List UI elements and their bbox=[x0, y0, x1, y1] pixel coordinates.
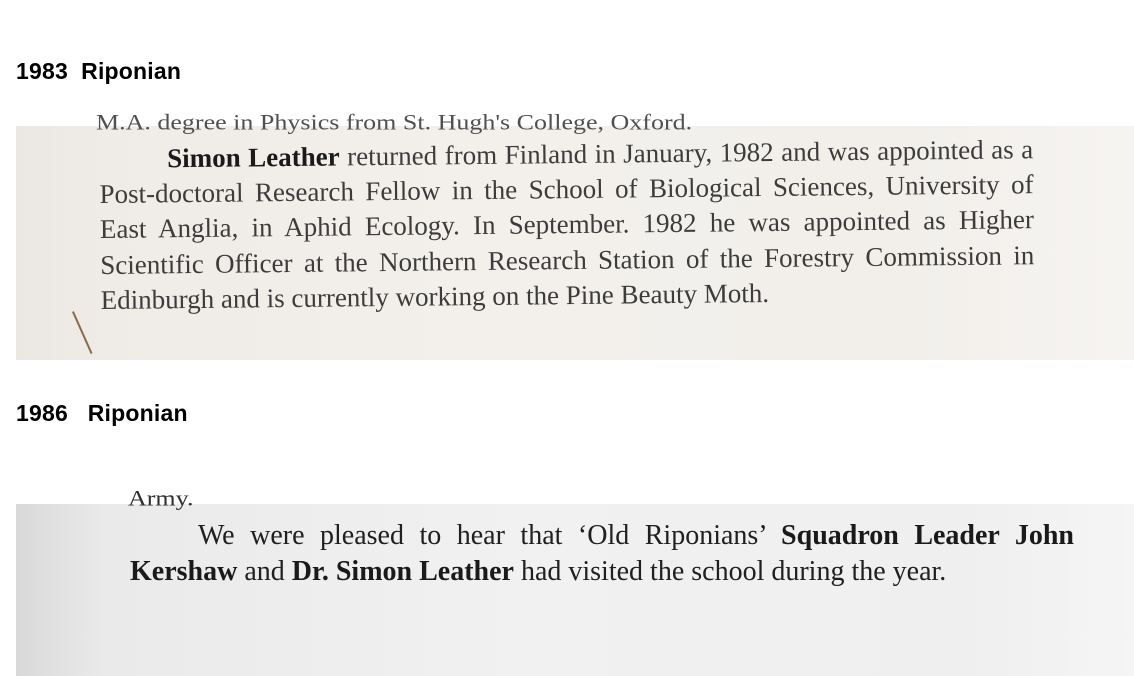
heading-1983-riponian: 1983 Riponian bbox=[16, 58, 182, 84]
heading-1986-riponian: 1986 Riponian bbox=[16, 400, 188, 426]
clipping-1986-cut-top-line: Army. bbox=[128, 486, 194, 511]
clipping-1983-body-text: returned from Finland in January, 1982 and was appointed as a Post-doctoral Research Fellow in the School of Biological Sciences, University of East Anglia, in Aphid Ecology. In September. 1982 he was appointed as Higher Scientific Officer at the Northern Research Station of the Forestry Commission in Edinburgh and is currently working on the Pine Beauty Moth. bbox=[99, 134, 1035, 315]
clipping-1983 bbox=[16, 110, 1134, 360]
margin-pen-mark bbox=[72, 311, 93, 354]
clipping-1986-name-kershaw: Squadron Leader John Kershaw bbox=[130, 520, 1074, 587]
clipping-1986-text-start: We were pleased to hear that ‘Old Riponians’ bbox=[198, 520, 782, 551]
clipping-1986 bbox=[16, 486, 1134, 676]
clipping-1983-paragraph bbox=[99, 132, 1035, 318]
clipping-1983-subject-name: Simon Leather bbox=[167, 141, 340, 174]
clipping-1986-text-end: had visited the school during the year. bbox=[513, 555, 947, 587]
clipping-1986-paragraph bbox=[130, 518, 1074, 589]
clipping-1983-cut-top-line: M.A. degree in Physics from St. Hugh's College, Oxford. bbox=[96, 110, 693, 135]
clipping-1986-text-middle: and bbox=[237, 555, 292, 587]
clipping-1986-name-leather: Dr. Simon Leather bbox=[291, 555, 514, 587]
